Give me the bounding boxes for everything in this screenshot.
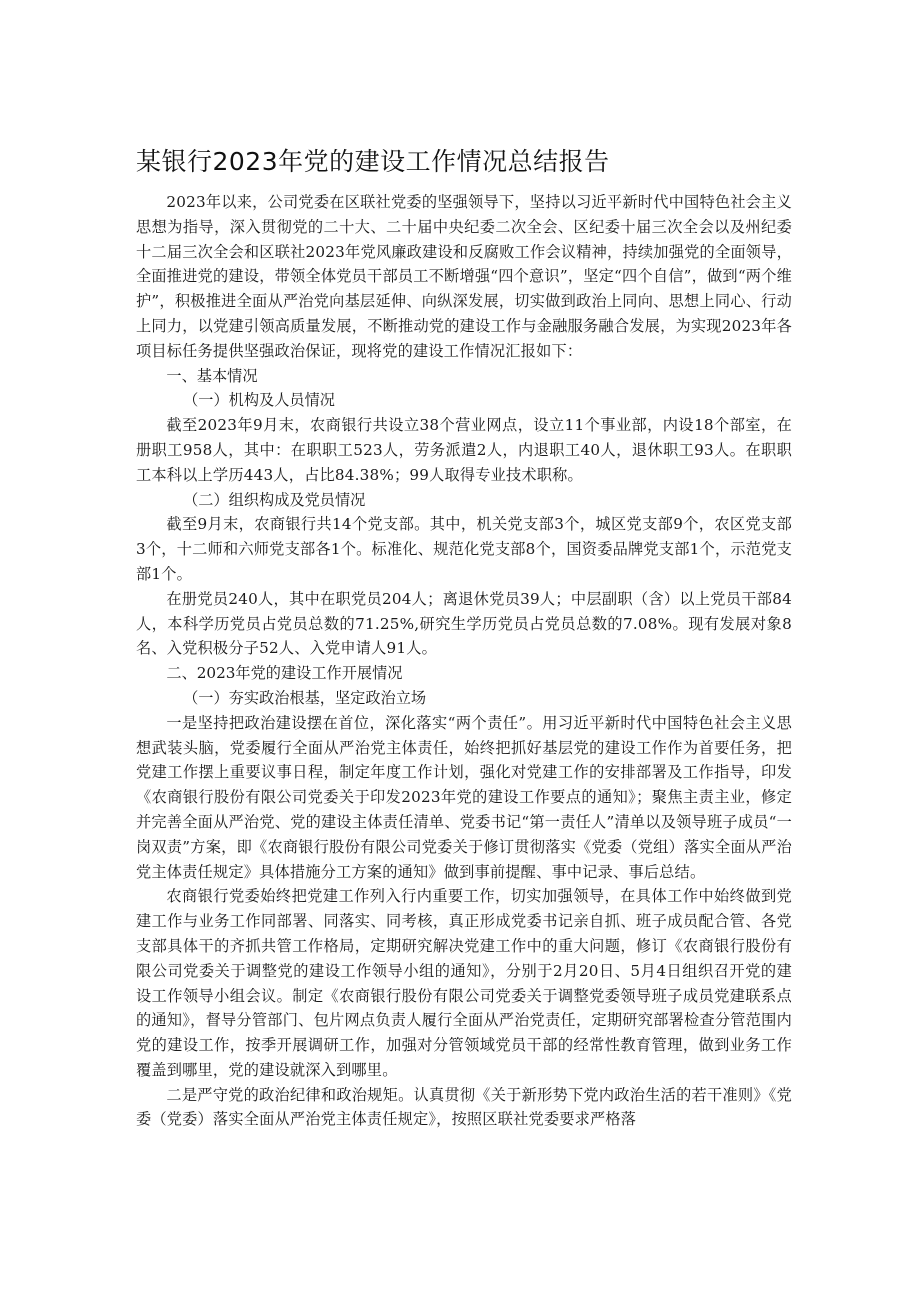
paragraph-organization-staff: 截至2023年9月末，农商银行共设立38个营业网点，设立11个事业部，内设18个部室，在册职工958人，其中：在职职工523人，劳务派遣2人，内退职工40人，退休职工93人。在职职工本科以上学历443人，占比84.38%；99人取得专业技术职称。 (136, 416, 792, 484)
section-heading-basic-info: 一、基本情况 (166, 366, 258, 385)
intro-paragraph: 2023年以来，公司党委在区联社党委的坚强领导下，坚持以习近平新时代中国特色社会主义思想为指导，深入贯彻党的二十大、二十届中央纪委二次全会、区纪委十届三次全会以及州纪委十二届三次全会和区联社2023年党风廉政建设和反腐败工作会议精神，持续加强党的全面领导，全面推进党的建设，带领全体党员干部员工不断增强“四个意识”，坚定“四个自信”，做到“两个维护”，积极推进全面从严治党向基层延伸、向纵深发展，切实做到政治上同向、思想上同心、行动上同力，以党建引领高质量发展，不断推动党的建设工作与金融服务融合发展，为实现2023年各项目标任务提供坚强政治保证，现将党的建设工作情况汇报如下： (136, 193, 792, 360)
paragraph-political-discipline: 二是严守党的政治纪律和政治规矩。认真贯彻《关于新形势下党内政治生活的若干准则》《党委（党委）落实全面从严治党主体责任规定》，按照区联社党委要求严格落 (136, 1085, 792, 1129)
subsection-heading-party-composition: （二）组织构成及党员情况 (183, 490, 366, 509)
document-title: 某银行2023年党的建设工作情况总结报告 (136, 147, 610, 176)
paragraph-party-branches: 截至9月末，农商银行共14个党支部。其中，机关党支部3个，城区党支部9个，农区党支部3个，十二师和六师党支部各1个。标准化、规范化党支部8个，国资委品牌党支部1个，示范党支部1个。 (136, 515, 792, 583)
subsection-heading-political-foundation: （一）夯实政治根基，坚定政治立场 (183, 688, 427, 707)
subsection-heading-organization-staff: （一）机构及人员情况 (183, 391, 335, 410)
document-page (136, 138, 792, 1132)
section-heading-work-progress: 二、2023年党的建设工作开展情况 (166, 664, 403, 683)
paragraph-party-members: 在册党员240人，其中在职党员204人；离退休党员39人；中层副职（含）以上党员干部84人，本科学历党员占党员总数的71.25%,研究生学历党员占党员总数的7.08%。现有发展对象8名、入党积极分子52人、入党申请人91人。 (136, 589, 792, 658)
paragraph-political-construction: 一是坚持把政治建设摆在首位，深化落实“两个责任”。用习近平新时代中国特色社会主义思想武装头脑，党委履行全面从严治党主体责任，始终把抓好基层党的建设工作作为首要任务，把党建工作摆上重要议事日程，制定年度工作计划，强化对党建工作的安排部署及工作指导，印发《农商银行股份有限公司党委关于印发2023年党的建设工作要点的通知》；聚焦主责主业，修定并完善全面从严治党、党的建设主体责任清单、党委书记“第一责任人”清单以及领导班子成员“一岗双责”方案，即《农商银行股份有限公司党委关于修订贯彻落实《党委（党组）落实全面从严治党主体责任规定》具体措施分工方案的通知》做到事前提醒、事中记录、事后总结。 (136, 713, 792, 881)
paragraph-party-committee-leadership: 农商银行党委始终把党建工作列入行内重要工作，切实加强领导，在具体工作中始终做到党建工作与业务工作同部署、同落实、同考核，真正形成党委书记亲自抓、班子成员配合管、各党支部具体干的齐抓共管工作格局，定期研究解决党建工作中的重大问题，修订《农商银行股份有限公司党委关于调整党的建设工作领导小组的通知》，分别于2月20日、5月4日组织召开党的建设工作领导小组会议。制定《农商银行股份有限公司党委关于调整党委领导班子成员党建联系点的通知》，督导分管部门、包片网点负责人履行全面从严治党责任，定期研究部署检查分管范围内党的建设工作，按季开展调研工作，加强对分管领域党员干部的经常性教育管理，做到业务工作覆盖到哪里，党的建设就深入到哪里。 (136, 887, 792, 1079)
